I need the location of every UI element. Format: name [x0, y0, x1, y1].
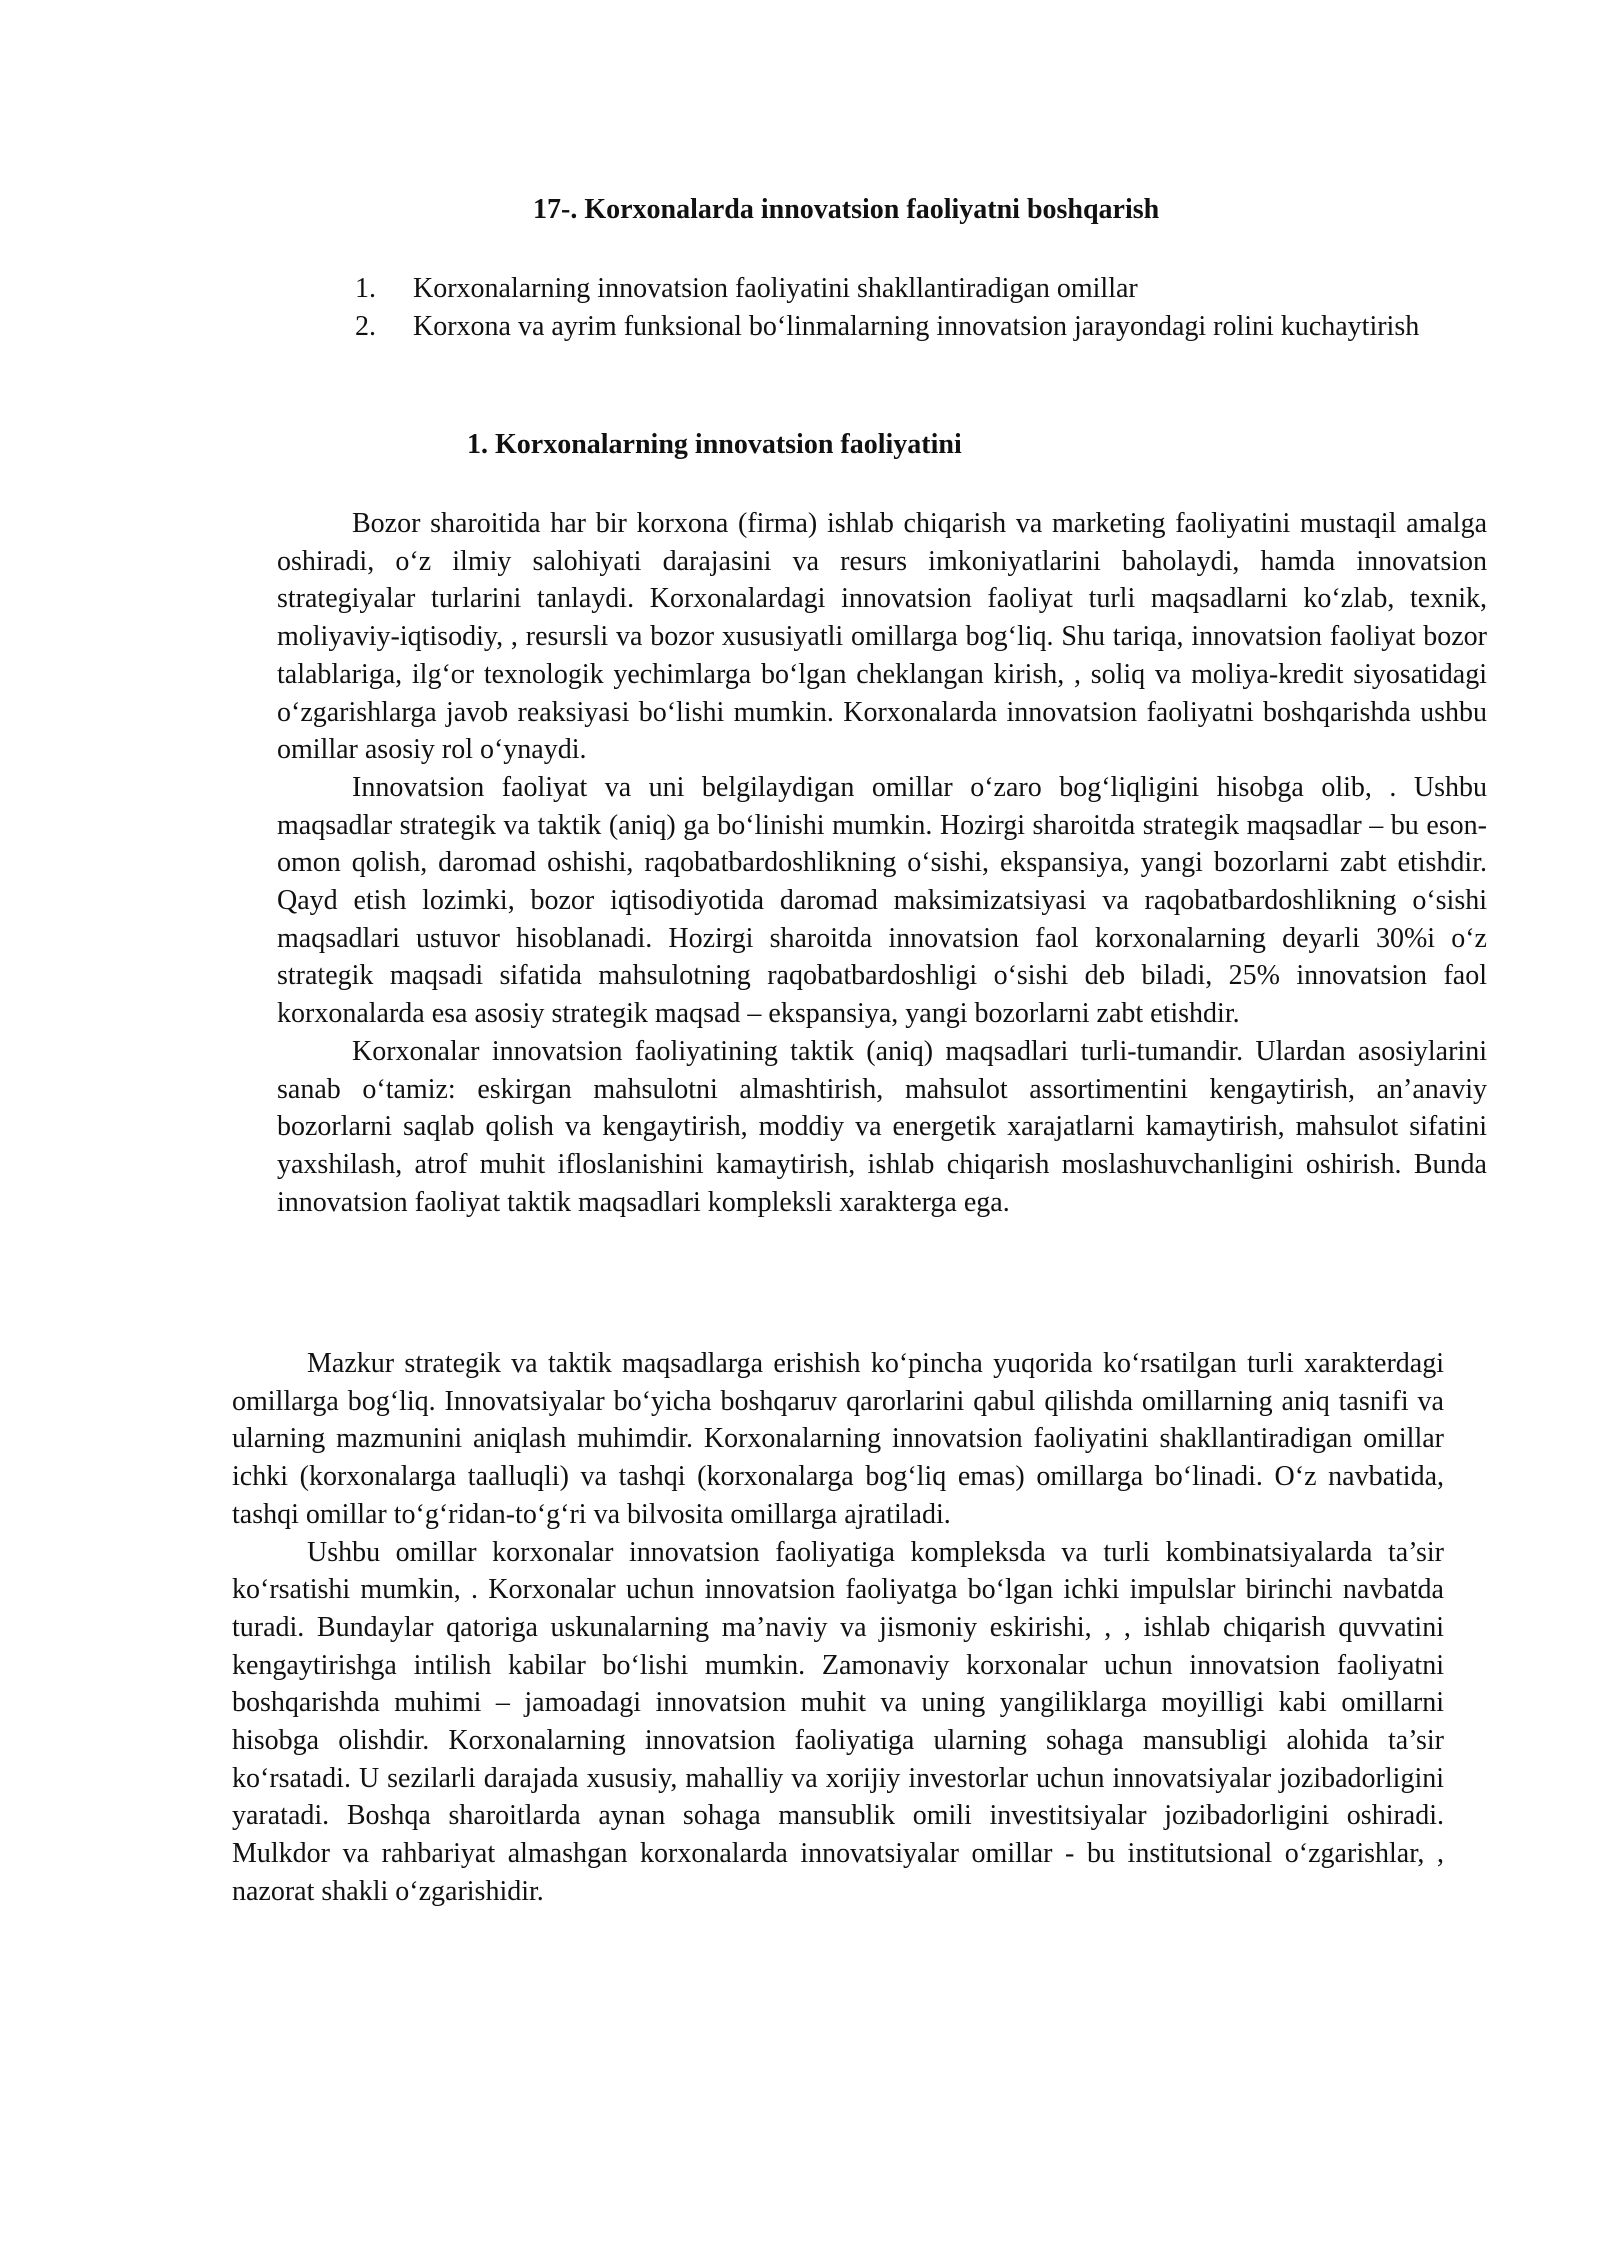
body-paragraph: Bozor sharoitida har bir korxona (firma) ishlab chiqarish va marketing faoliyatini mustaqil amalga oshiradi, o‘z ilmiy salohiyati darajasini va resurs imkoniyatlarini baholaydi, hamda innovatsion strategiyalar turlarini tanlaydi. Korxonalardagi innovatsion faoliyat turli maqsadlarni ko‘zlab, texnik, moliyaviy-iqtisodiy, , resursli va bozor xususiyatli omillarga bog‘liq. Shu tariqa, innovatsion faoliyat bozor talablariga, ilg‘or texnologik yechimlarga bo‘lgan cheklangan kirish, , soliq va moliya-kredit siyosatidagi o‘zgarishlarga javob reaksiyasi bo‘lishi mumkin. Korxonalarda innovatsion faoliyatni boshqarishda ushbu omillar asosiy rol o‘ynaydi. — [277, 508, 1487, 766]
topic-outline — [275, 270, 1485, 345]
body-paragraph: Ushbu omillar korxonalar innovatsion faoliyatiga kompleksda va turli kombinatsiyalarda ta’sir ko‘rsatishi mumkin, . Korxonalar uchun innovatsion faoliyatga bo‘lgan ichki impulslar birinchi navbatda turadi. Bundaylar qatoriga uskunalarning ma’naviy va jismoniy eskirishi, , , ishlab chiqarish quvvatini kengaytirishga intilish kabilar bo‘lishi mumkin. Zamonaviy korxonalar uchun innovatsion faoliyatni boshqarishda muhimi – jamoadagi innovatsion muhit va uning yangiliklarga moyilligi kabi omillarni hisobga olishdir. Korxonalarning innovatsion faoliyatiga ularning sohaga mansubligi alohida ta’sir ko‘rsatadi. U sezilarli darajada xususiy, mahalliy va xorijiy investorlar uchun innovatsiyalar jozibadorligini yaratadi. Boshqa sharoitlarda aynan sohaga mansublik omili investitsiyalar jozibadorligini oshiradi. Mulkdor va rahbariyat almashgan korxonalarda innovatsiyalar omillar - bu institutsional o‘zgarishlar, , nazorat shakli o‘zgarishidir. — [232, 1536, 1444, 1907]
body-paragraph: Mazkur strategik va taktik maqsadlarga erishish ko‘pincha yuqorida ko‘rsatilgan turli xarakterdagi omillarga bog‘liq. Innovatsiyalar bo‘yicha boshqaruv qarorlarini qabul qilishda omillarning aniq tasnifi va ularning mazmunini aniqlash muhimdir. Korxonalarning innovatsion faoliyatini shakllantiradigan omillar ichki (korxonalarga taalluqli) va tashqi (korxonalarga bog‘liq emas) omillarga bo‘linadi. O‘z navbatida, tashqi omillar to‘g‘ridan-to‘g‘ri va bilvosita omillarga ajratiladi. — [232, 1348, 1444, 1530]
outline-item — [275, 308, 1485, 346]
outline-item-text: Korxonalarning innovatsion faoliyatini shakllantiradigan omillar — [413, 273, 1138, 304]
body-paragraph: Innovatsion faoliyat va uni belgilaydigan omillar o‘zaro bog‘liqligini hisobga olib, . Ushbu maqsadlar strategik va taktik (aniq) ga bo‘linishi mumkin. Hozirgi sharoitda strategik maqsadlar – bu eson-omon qolish, daromad oshishi, raqobatbardoshlikning o‘sishi, ekspansiya, yangi bozorlarni zabt etishdir. Qayd etish lozimki, bozor iqtisodiyotida daromad maksimizatsiyasi va raqobatbardoshlikning o‘sishi maqsadlari ustuvor hisoblanadi. Hozirgi sharoitda innovatsion faol korxonalarning deyarli 30%i o‘z strategik maqsadi sifatida mahsulotning raqobatbardoshligi o‘sishi deb biladi, 25% innovatsion faol korxonalarda esa asosiy strategik maqsad – ekspansiya, yangi bozorlarni zabt etishdir. — [277, 771, 1487, 1030]
body-text-block — [277, 505, 1487, 1221]
section-title: 1. Korxonalarning innovatsion faoliyatini — [467, 429, 962, 460]
document-title: 17-. Korxonalarda innovatsion faoliyatni boshqarish — [533, 194, 1160, 225]
outline-item-number: 2. — [355, 310, 376, 342]
body-text-block — [232, 1345, 1444, 1911]
outline-item — [275, 270, 1485, 308]
outline-item-text: Korxona va ayrim funksional bo‘linmalarning innovatsion jarayondagi rolini kuchaytirish — [413, 310, 1420, 342]
outline-item-number: 1. — [355, 273, 376, 304]
body-paragraph: Korxonalar innovatsion faoliyatining taktik (aniq) maqsadlari turli-tumandir. Ulardan asosiylarini sanab o‘tamiz: eskirgan mahsulotni almashtirish, mahsulot assortimentini kengaytirish, an’anaviy bozorlarni saqlab qolish va kengaytirish, moddiy va energetik xarajatlarni kamaytirish, mahsulot sifatini yaxshilash, atrof muhit ifloslanishini kamaytirish, ishlab chiqarish moslashuvchanligini oshirish. Bunda innovatsion faoliyat taktik maqsadlari kompleksli xarakterga ega. — [277, 1035, 1487, 1218]
